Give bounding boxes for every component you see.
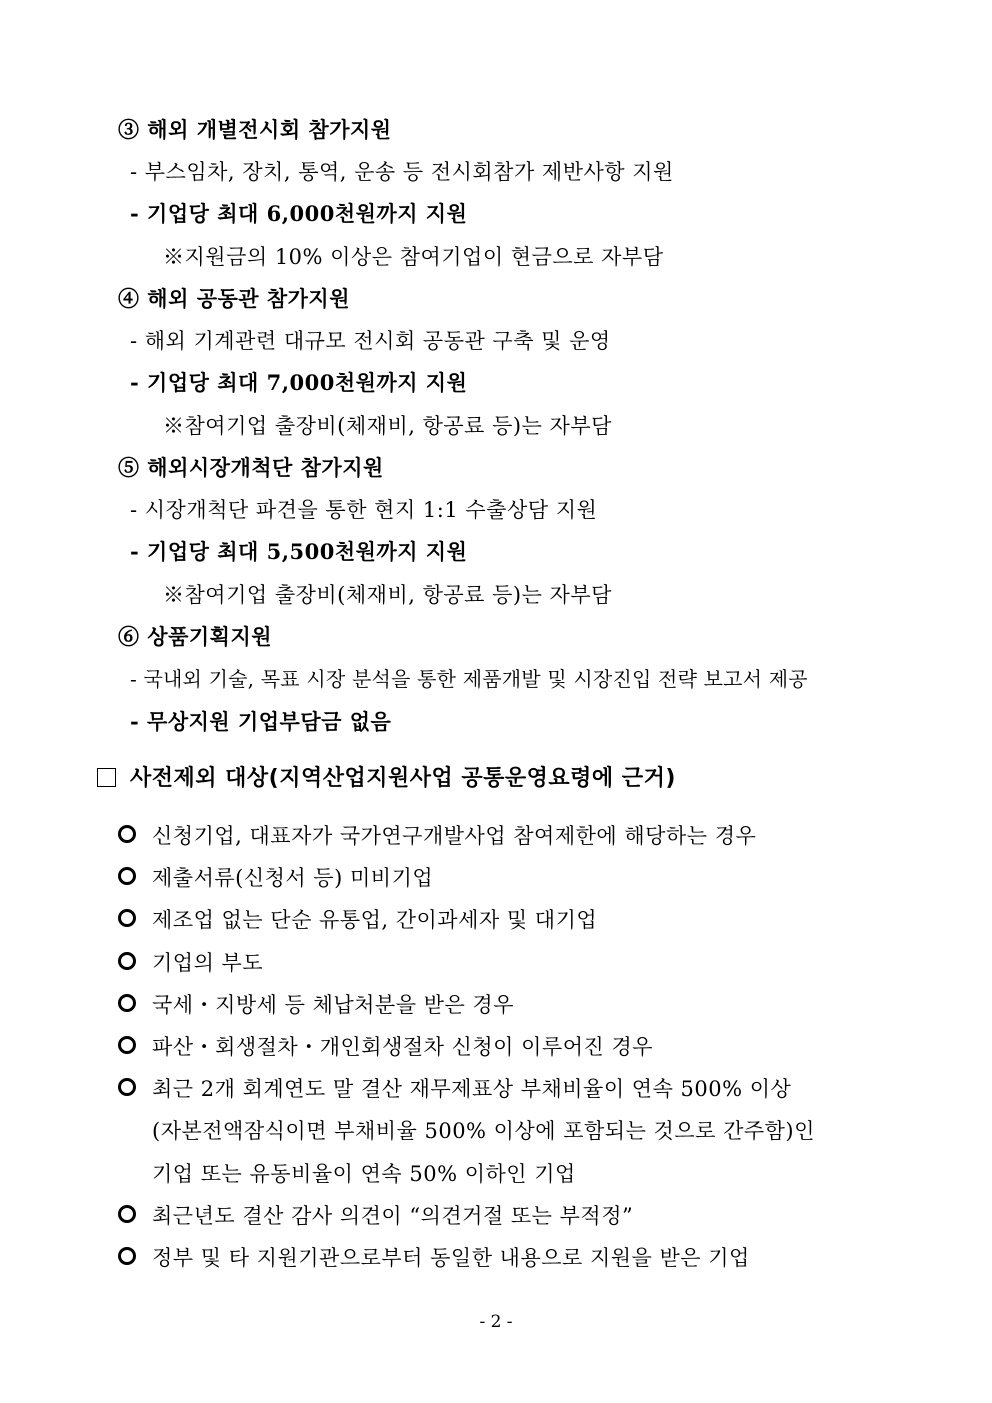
list-item-text: 제출서류(신청서 등) 미비기업 [152, 866, 434, 890]
list-item [118, 822, 756, 850]
list-item [118, 864, 433, 892]
list-item-bold: - 기업당 최대 5,500천원까지 지원 [130, 539, 468, 564]
heading-market-pioneering: ⑤ 해외시장개척단 참가지원 [118, 455, 384, 480]
list-item-continuation: 기업 또는 유동비율이 연속 50% 이하인 기업 [152, 1162, 576, 1186]
heading-overseas-joint-pavilion: ④ 해외 공동관 참가지원 [118, 286, 351, 311]
list-item: - 해외 기계관련 대규모 전시회 공동관 구축 및 운영 [130, 329, 611, 353]
note: ※참여기업 출장비(체재비, 항공료 등)는 자부담 [163, 414, 612, 438]
note: ※지원금의 10% 이상은 참여기업이 현금으로 자부담 [163, 245, 664, 269]
list-item-text: 제조업 없는 단순 유통업, 간이과세자 및 대기업 [152, 908, 598, 932]
list-item [118, 1075, 791, 1103]
list-item-continuation: (자본전액잠식이면 부채비율 500% 이상에 포함되는 것으로 간주함)인 [152, 1119, 815, 1143]
exclusion-section-title [97, 765, 676, 793]
list-item-text: 정부 및 타 지원기관으로부터 동일한 내용으로 지원을 받은 기업 [152, 1246, 750, 1270]
circle-bullet-icon [118, 867, 136, 885]
list-item-text: 기업의 부도 [152, 951, 264, 975]
circle-bullet-icon [118, 909, 136, 927]
circle-bullet-icon [118, 1036, 136, 1054]
circle-bullet-icon [118, 994, 136, 1012]
list-item: - 시장개척단 파견을 통한 현지 1:1 수출상담 지원 [130, 498, 598, 522]
checkbox-square-icon [97, 768, 116, 787]
circle-bullet-icon [118, 952, 136, 970]
heading-overseas-individual-exhibition: ③ 해외 개별전시회 참가지원 [118, 117, 392, 142]
list-item [118, 1202, 633, 1230]
circle-bullet-icon [118, 1247, 136, 1265]
list-item-text: 최근년도 결산 감사 의견이 “의견거절 또는 부적정” [152, 1204, 634, 1228]
list-item [118, 1244, 750, 1272]
list-item-text: 국세・지방세 등 체납처분을 받은 경우 [152, 993, 514, 1017]
note: ※참여기업 출장비(체재비, 항공료 등)는 자부담 [163, 583, 612, 607]
heading-product-planning: ⑥ 상품기획지원 [118, 624, 273, 649]
list-item-bold: - 기업당 최대 7,000천원까지 지원 [130, 370, 468, 395]
list-item [118, 1033, 653, 1061]
list-item: - 부스임차, 장치, 통역, 운송 등 전시회참가 제반사항 지원 [130, 160, 674, 184]
exclusion-title-text: 사전제외 대상(지역산업지원사업 공통운영요령에 근거) [130, 766, 676, 791]
circle-bullet-icon [118, 1205, 136, 1223]
list-item [118, 906, 597, 934]
list-item-text: 파산・회생절차・개인회생절차 신청이 이루어진 경우 [152, 1035, 654, 1059]
list-item-text: 최근 2개 회계연도 말 결산 재무제표상 부채비율이 연속 500% 이상 [152, 1077, 792, 1101]
circle-bullet-icon [118, 825, 136, 843]
list-item: - 국내외 기술, 목표 시장 분석을 통한 제품개발 및 시장진입 전략 보고서 제공 [130, 667, 808, 691]
list-item-bold: - 기업당 최대 6,000천원까지 지원 [130, 201, 468, 226]
list-item-bold: - 무상지원 기업부담금 없음 [130, 709, 392, 734]
circle-bullet-icon [118, 1078, 136, 1096]
list-item-text: 신청기업, 대표자가 국가연구개발사업 참여제한에 해당하는 경우 [152, 824, 757, 848]
list-item [118, 991, 514, 1019]
page-number: - 2 - [479, 1312, 513, 1332]
list-item [118, 949, 263, 977]
